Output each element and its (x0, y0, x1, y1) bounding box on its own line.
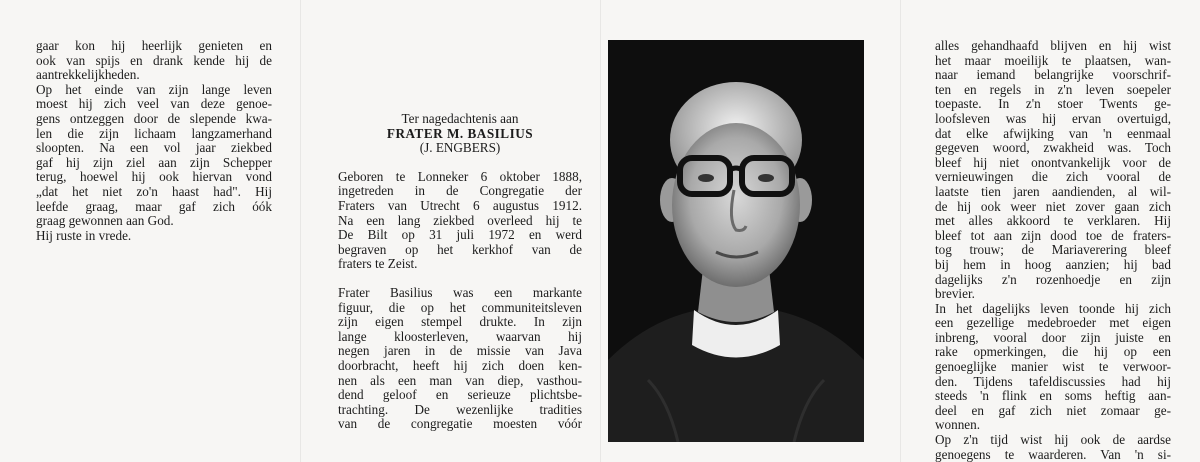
fold-line-2 (600, 0, 601, 462)
text-line: Geboren te Lonneker 6 oktober 1888, (338, 168, 582, 184)
text-line: het maar moeilijk te plaatsen, wan- (935, 52, 1171, 68)
text-line: deel en gaf zich niet zomaar ge- (935, 402, 1171, 418)
text-line: sloopten. Na een vol jaar ziekbed (36, 140, 272, 156)
text-line: Frater Basilius was een markante (338, 284, 582, 300)
text-line: begraven op het kerkhof van de (338, 241, 582, 257)
text-line: Na een lang ziekbed overleed hij te (338, 212, 582, 228)
text-line: steeds 'n flink en soms heftig aan- (935, 388, 1171, 404)
text-line: fraters te Zeist. (338, 256, 418, 272)
text-line: dat elke afwijking van 'n eenmaal (935, 125, 1171, 141)
text-line: len die zijn lichaam langzamerhand (36, 125, 272, 141)
text-line: inbreng, vooral door zijn juiste en (935, 329, 1171, 345)
text-line: „dat het niet zo'n haast had". Hij (36, 183, 272, 199)
text-line: moest hij zich veel van deze genoe- (36, 96, 272, 112)
text-line: vernieuwingen die zich vooral de (935, 169, 1171, 185)
text-line: toepaste. In z'n stoer Twents ge- (935, 96, 1171, 112)
text-line: bleef hij niet onontvankelijk voor de (935, 154, 1171, 170)
text-line: In het dagelijks leven toonde hij zich (935, 300, 1171, 316)
text-line: alles gehandhaafd blijven en hij wist (935, 38, 1171, 53)
civil-name: (J. ENGBERS) (419, 140, 501, 156)
text-line: ook van spijs en drank kende hij de (36, 52, 272, 68)
text-line: met alles akkoord te verklaren. Hij (935, 213, 1171, 229)
text-line: Op z'n tijd wist hij ook de aardse (935, 432, 1171, 448)
text-line: De Bilt op 31 juli 1972 en werd (338, 227, 582, 243)
fold-line-3 (900, 0, 901, 462)
text-line: loofsleven was hij ervan overtuigd, (935, 110, 1171, 126)
memorial-text-right-panel (935, 39, 1171, 462)
text-line: zijn eigen stempel drukte. In zijn (338, 314, 582, 330)
text-line: ten en regels in z'n leven soepeler (935, 81, 1171, 97)
text-line: leefde graag, maar gaf zich óók (36, 198, 272, 214)
text-line: genoeglijke manier wist te verwoor- (935, 359, 1171, 375)
text-line: de hij ook weer niet zover gaan zich (935, 198, 1171, 214)
text-line: terug, hoewel hij ook hiervan vond (36, 169, 272, 185)
text-line: tog trouw; de Mariaverering bleef (935, 242, 1171, 258)
text-line: graag gewonnen aan God. (36, 213, 174, 229)
text-line: dend geloof en serieuze plichtsbe- (338, 387, 582, 403)
memorial-text-center-panel (338, 112, 582, 432)
text-line: dagelijks z'n rozenhoedje en zijn (935, 271, 1171, 287)
text-line: Op het einde van zijn lange leven (36, 81, 272, 97)
text-line: een gezellige medebroeder met eigen (935, 315, 1171, 331)
fold-line-1 (300, 0, 301, 462)
memorial-intro: Ter nagedachtenis aan (401, 111, 519, 126)
portrait-illustration (608, 40, 864, 442)
text-line: van de congregatie moesten vóór (338, 416, 582, 432)
text-line: figuur, die op het communiteitsleven (338, 299, 582, 315)
text-line: negen jaren in de missie van Java (338, 343, 582, 359)
text-line: wonnen. (935, 417, 981, 433)
text-line: naar iemand belangrijke voorschrif- (935, 67, 1171, 83)
text-line: gaar kon hij heerlijk genieten en (36, 38, 272, 53)
text-line: gaf hij zijn ziel aan zijn Schepper (36, 154, 272, 170)
deceased-name: FRATER M. BASILIUS (386, 125, 534, 141)
text-line: brevier. (935, 286, 975, 302)
text-line: aantrekkelijkheden. (36, 67, 140, 83)
text-line: rake opmerkingen, die hij op een (935, 344, 1171, 360)
text-line: ingetreden in de Congregatie der (338, 183, 582, 199)
portrait-photo (608, 40, 864, 442)
text-line: genoegens te waarderen. Van 'n si- (935, 446, 1171, 462)
text-line: bleef tot aan zijn dood toe de fraters- (935, 227, 1171, 243)
text-line: gens ontzeggen door de slepende kwa- (36, 110, 272, 126)
text-line: laatste tien jaren aandienden, al wil- (935, 183, 1171, 199)
memorial-text-left-panel (36, 39, 272, 243)
text-line: Fraters van Utrecht 6 augustus 1912. (338, 197, 582, 213)
text-line: Hij ruste in vrede. (36, 227, 132, 243)
text-line: den. Tijdens tafeldiscussies had hij (935, 373, 1171, 389)
text-line: gegeven woord, zwakheid was. Toch (935, 140, 1171, 156)
text-line: bij hem in hoog aanzien; hij bad (935, 256, 1171, 272)
text-line: lange kloosterleven, waarvan hij (338, 328, 582, 344)
text-line: nen als een man van diep, vasthou- (338, 372, 582, 388)
text-line: doorbracht, heeft hij zich doen ken- (338, 357, 582, 373)
text-line: trachting. De wezenlijke tradities (338, 401, 582, 417)
